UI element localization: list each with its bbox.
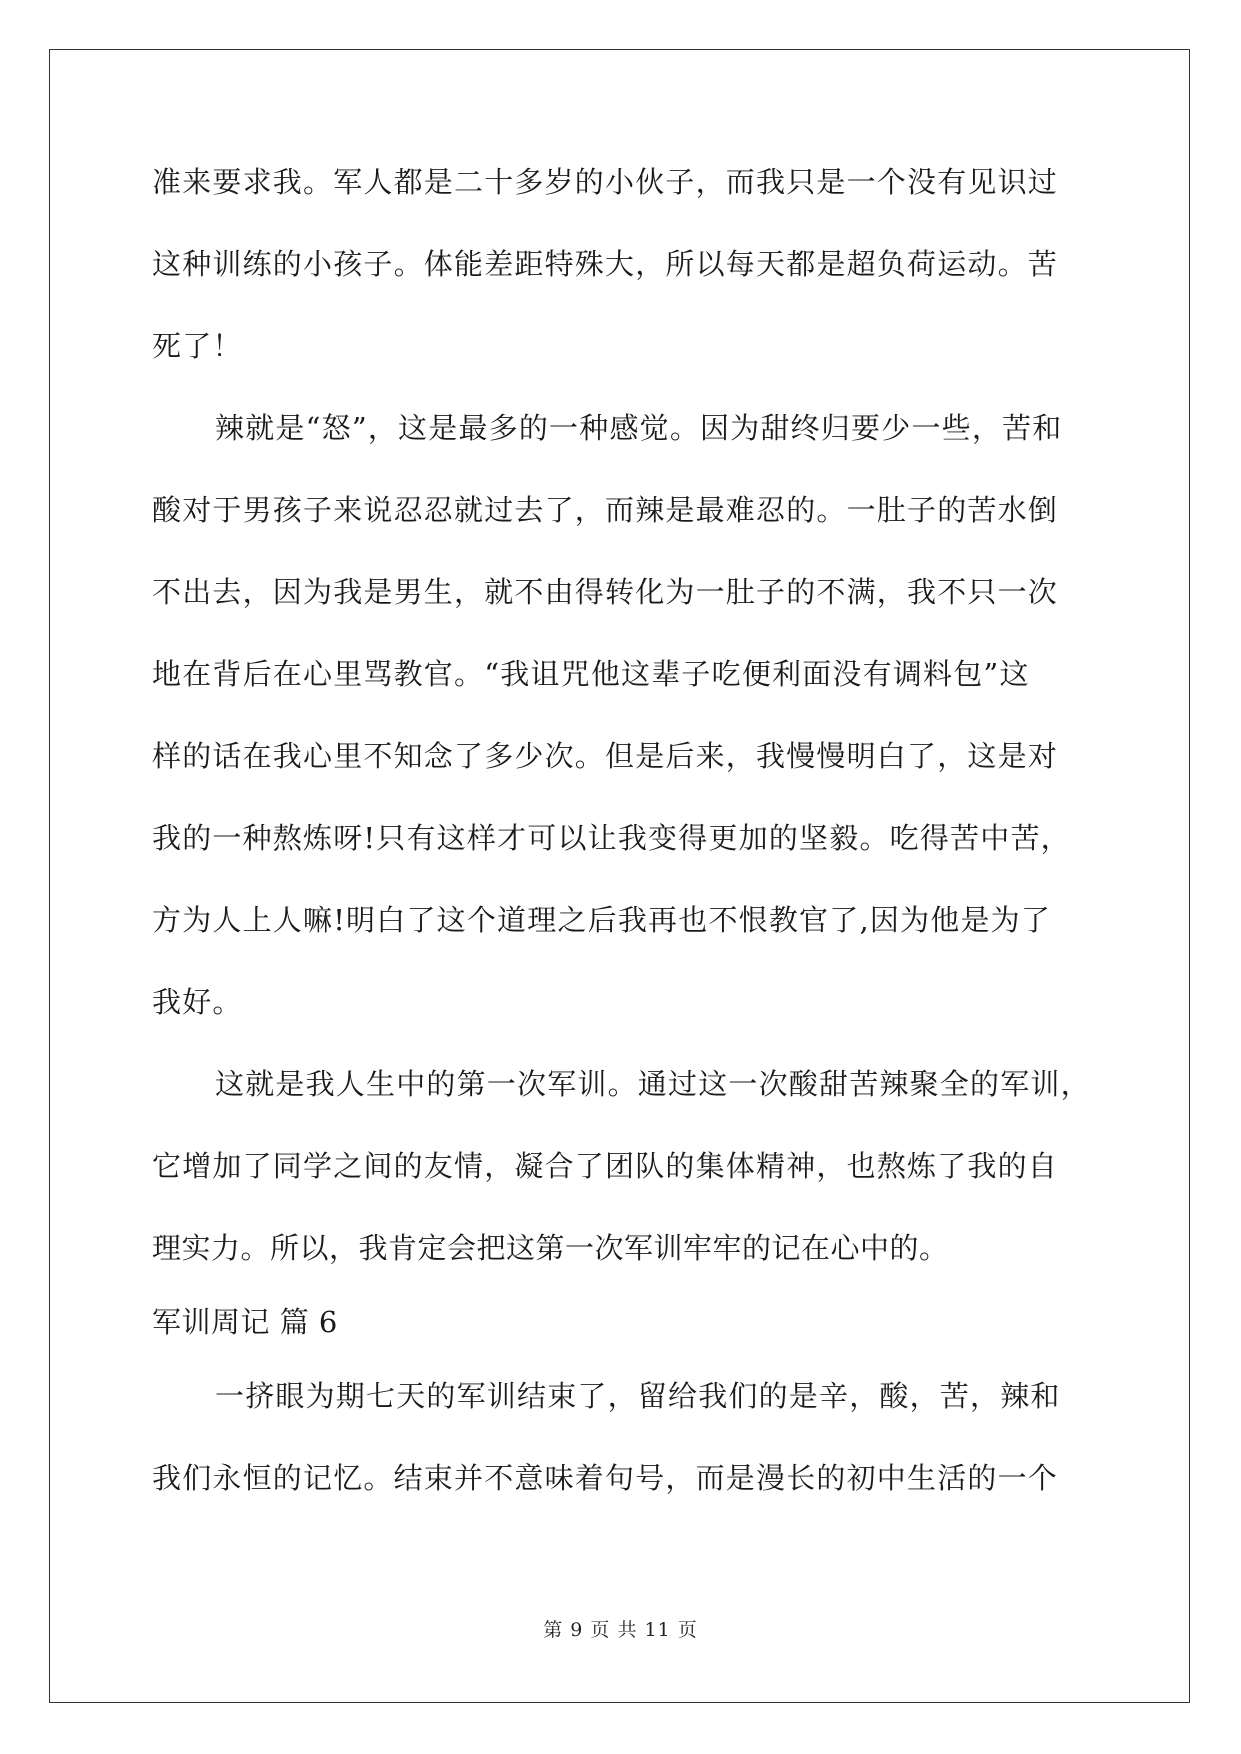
paragraph-line: 我好。 <box>152 985 243 1019</box>
paragraph-line: 地在背后在心里骂教官。“我诅咒他这辈子吃便利面没有调料包”这 <box>152 657 1030 691</box>
document-body <box>152 162 1092 1540</box>
paragraph-line: 辣就是“怒”，这是最多的一种感觉。因为甜终归要少一些，苦和 <box>215 411 1063 445</box>
paragraph-line: 我的一种熬炼呀!只有这样才可以让我变得更加的坚毅。吃得苦中苦， <box>152 821 1071 855</box>
paragraph-line: 酸对于男孩子来说忍忍就过去了，而辣是最难忍的。一肚子的苦水倒 <box>152 493 1059 527</box>
page-number-footer: 第 9 页 共 11 页 <box>543 1619 698 1641</box>
paragraph-line: 这种训练的小孩子。体能差距特殊大，所以每天都是超负荷运动。苦 <box>152 247 1059 281</box>
paragraph-line: 一挤眼为期七天的军训结束了，留给我们的是辛，酸，苦，辣和 <box>215 1379 1061 1413</box>
section-heading: 军训周记 篇 6 <box>152 1305 338 1339</box>
paragraph-line: 理实力。所以，我肯定会把这第一次军训牢牢的记在心中的。 <box>152 1231 949 1265</box>
paragraph-line: 死了！ <box>152 329 243 363</box>
paragraph-line: 我们永恒的记忆。结束并不意味着句号，而是漫长的初中生活的一个 <box>152 1461 1059 1495</box>
paragraph-line: 这就是我人生中的第一次军训。通过这一次酸甜苦辣聚全的军训， <box>215 1067 1091 1101</box>
paragraph-line: 方为人上人嘛!明白了这个道理之后我再也不恨教官了,因为他是为了 <box>152 903 1052 937</box>
paragraph-line: 不出去，因为我是男生，就不由得转化为一肚子的不满，我不只一次 <box>152 575 1059 609</box>
paragraph-line: 它增加了同学之间的友情，凝合了团队的集体精神，也熬炼了我的自 <box>152 1149 1059 1183</box>
paragraph-line: 准来要求我。军人都是二十多岁的小伙子，而我只是一个没有见识过 <box>152 165 1059 199</box>
paragraph-line: 样的话在我心里不知念了多少次。但是后来，我慢慢明白了，这是对 <box>152 739 1059 773</box>
